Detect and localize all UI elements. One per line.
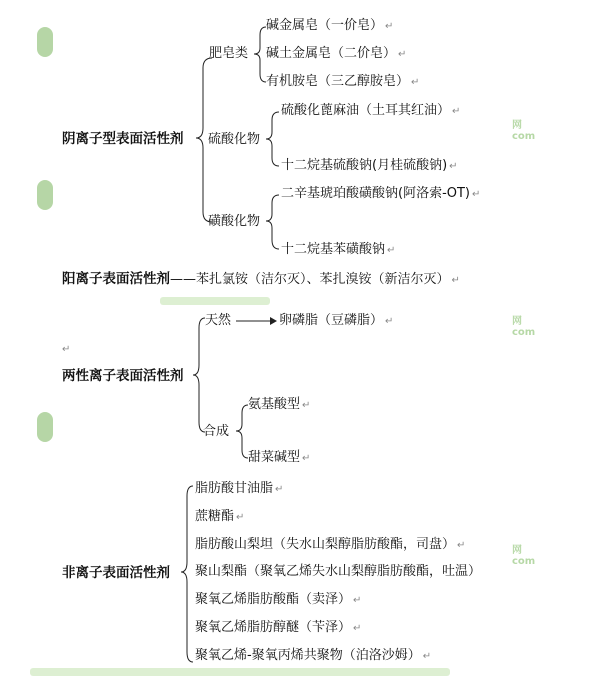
sulfonate-item: 十二烷基苯磺酸钠 ↵ (281, 242, 396, 257)
synthetic-label: 合成 (203, 424, 230, 439)
synthetic-item: 甜菜碱型 ↵ (248, 450, 311, 465)
nonionic-item: 蔗糖酯 ↵ (195, 509, 245, 524)
soaps-label: 肥皂类 (209, 46, 249, 61)
soap-item: 有机胺皂（三乙醇胺皂） ↵ (266, 74, 420, 89)
sulfate-item: 硫酸化蓖麻油（土耳其红油） ↵ (281, 103, 461, 118)
sulfonates-label: 磺酸化物 (208, 214, 261, 229)
bracket-sulfonates (266, 195, 279, 249)
paragraph-mark: ↵ (62, 344, 71, 355)
sulfate-item: 十二烷基硫酸钠(月桂硫酸钠) ↵ (281, 158, 458, 173)
synthetic-item: 氨基酸型 ↵ (248, 397, 311, 412)
nonionic-title: 非离子表面活性剂 (62, 565, 170, 581)
watermark-text: 网 com (512, 316, 536, 338)
bracket-sulfates (266, 112, 279, 166)
cationic-line: 阳离子表面活性剂——苯扎氯铵（洁尔灭）、苯扎溴铵（新洁尔灭） ↵ (62, 271, 460, 287)
watermark-text: 网 com (512, 545, 536, 567)
nonionic-item: 脂肪酸山梨坦（失水山梨醇脂肪酸酯，司盘） ↵ (195, 537, 466, 552)
natural-label: 天然 (205, 313, 232, 328)
sulfates-label: 硫酸化物 (208, 132, 261, 147)
arrow-head (270, 317, 277, 325)
natural-item: 卵磷脂（豆磷脂） ↵ (279, 313, 394, 328)
bracket-nonionic (181, 486, 193, 662)
nonionic-item: 脂肪酸甘油脂 ↵ (195, 481, 284, 496)
bracket-synthetic (236, 405, 248, 458)
bracket-amphoteric (193, 318, 205, 432)
cationic-title: 阳离子表面活性剂 (62, 271, 170, 287)
nonionic-item: 聚氧乙烯脂肪酸酯（卖泽） ↵ (195, 592, 362, 607)
amphoteric-title: 两性离子表面活性剂 (62, 368, 184, 384)
cationic-dash: —— (170, 272, 196, 287)
nonionic-item: 聚山梨酯（聚氧乙烯失水山梨醇脂肪酸酯，吐温） (195, 564, 482, 579)
sulfonate-item: 二辛基琥珀酸磺酸钠(阿洛索-OT) ↵ (281, 186, 481, 201)
soap-item: 碱金属皂（一价皂） ↵ (266, 18, 394, 33)
bracket-soaps (254, 27, 266, 82)
soap-item: 碱土金属皂（二价皂） ↵ (266, 46, 407, 61)
cationic-text: 苯扎氯铵（洁尔灭）、苯扎溴铵（新洁尔灭） (196, 272, 450, 287)
nonionic-item: 聚氧乙烯脂肪醇醚（苄泽） ↵ (195, 620, 362, 635)
nonionic-item: 聚氧乙烯-聚氧丙烯共聚物（泊洛沙姆） ↵ (195, 648, 432, 663)
watermark-text: 网 com (512, 120, 536, 142)
anionic-title: 阴离子型表面活性剂 (62, 131, 184, 147)
